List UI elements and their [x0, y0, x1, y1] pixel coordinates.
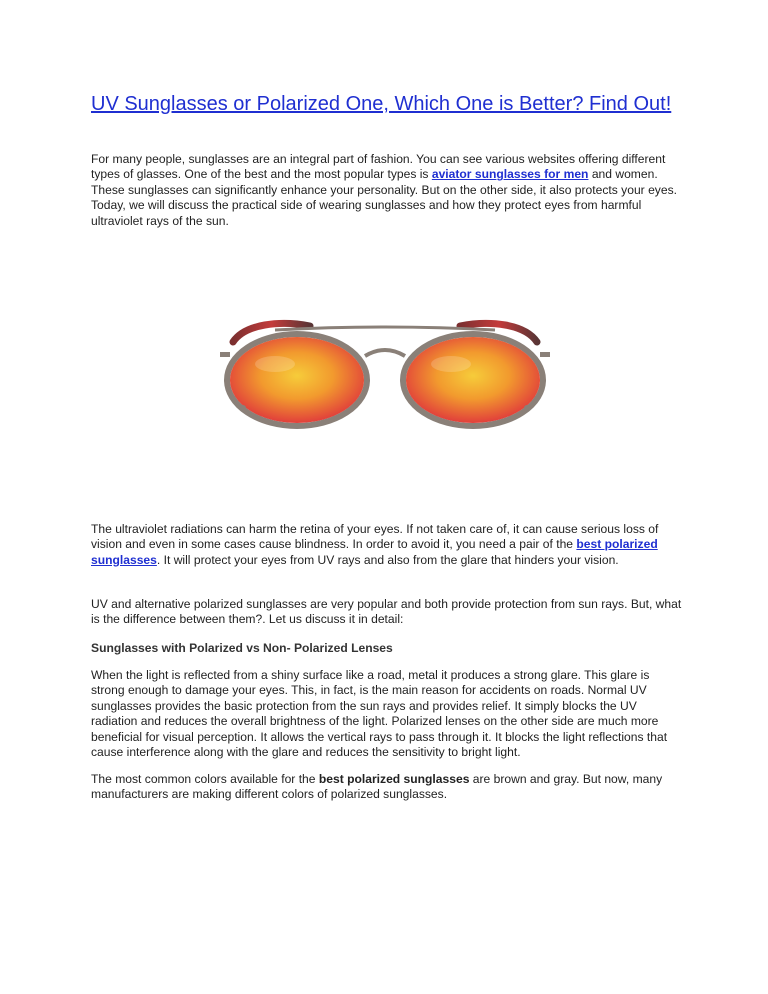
difference-paragraph: UV and alternative polarized sunglasses are very popular and both provide protection from sun rays. But, what is the difference between them?. Let us discuss it in detail:: [91, 597, 682, 627]
best-polarized-sunglasses-link[interactable]: best polarized sunglasses: [91, 537, 658, 567]
glare-paragraph: When the light is reflected from a shiny surface like a road, metal it produces a strong glare. This glare is strong enough to damage your eyes. This, in fact, is the main reason for accidents on roads. Normal UV sunglasses provides the basic protection from the sun rays and provides relief. It simply blocks the UV radiation and reduces the overall brightness of the light. Polarized lenses on the other side are much more beneficial for visual perception. It allows the vertical rays to pass through it. It blocks the light reflections that cause interference along with the glare and reduces the sensitivity to bright light.: [91, 668, 668, 760]
colors-bold-text: best polarized sunglasses: [318, 772, 470, 786]
page-title[interactable]: UV Sunglasses or Polarized One, Which One is Better? Find Out!: [91, 93, 672, 115]
colors-paragraph: [91, 772, 686, 803]
intro-paragraph: [91, 152, 686, 229]
sunglasses-image: [215, 316, 555, 436]
uv-harm-text-after-link: . It will protect your eyes from UV rays and also from the glare that hinders your vision.: [156, 552, 619, 567]
colors-text-after-bold: are brown and gray. But now, many manufacturers are making different colors of polarized sunglasses.: [91, 772, 663, 802]
aviator-sunglasses-link[interactable]: aviator sunglasses for men: [431, 167, 589, 182]
colors-text-before-bold: The most common colors available for the: [91, 772, 319, 786]
section-heading: Sunglasses with Polarized vs Non- Polarized Lenses: [91, 641, 393, 655]
uv-harm-text-before-link: The ultraviolet radiations can harm the retina of your eyes. If not taken care of, it can cause serious loss of vision and even in some cases cause blindness. In order to avoid it, you need a pair of the: [91, 522, 659, 552]
sunglasses-icon: [220, 323, 550, 426]
intro-text-after-link: and women. These sunglasses can significantly enhance your personality. But on the other side, it also protects your eyes. Today, we will discuss the practical side of wearing sunglasses and how they protect eyes from harmful ultraviolet rays of the sun.: [91, 167, 677, 228]
intro-text-before-link: For many people, sunglasses are an integral part of fashion. You can see various websites offering different types of glasses. One of the best and the most popular types is: [91, 152, 666, 182]
uv-harm-paragraph: [91, 522, 686, 568]
